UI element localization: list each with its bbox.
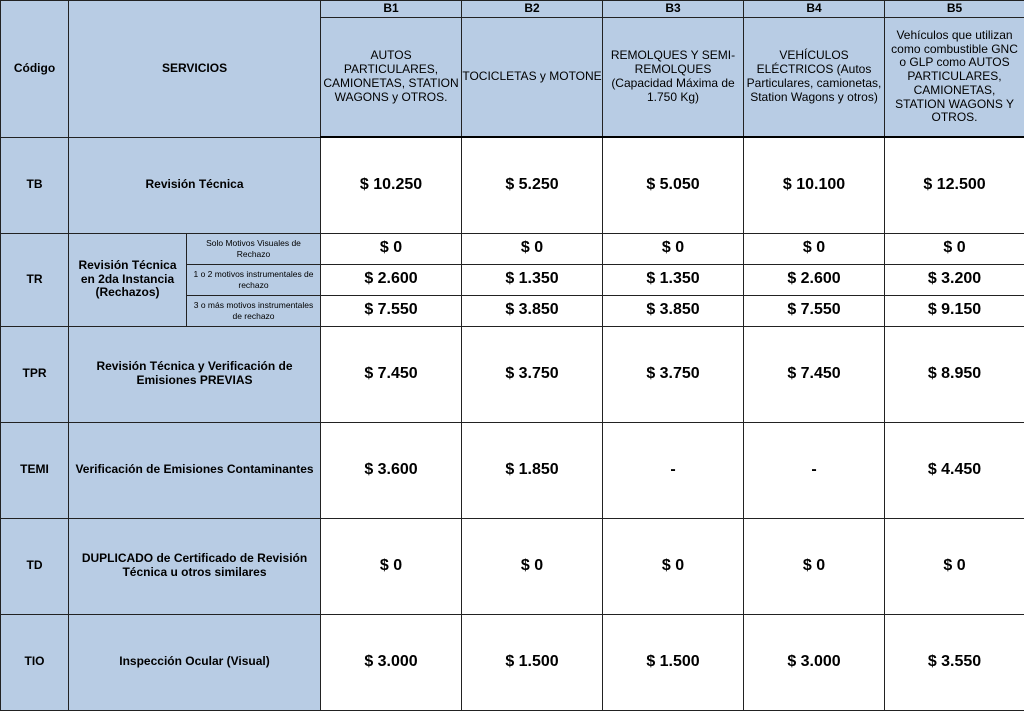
header-desc-b4: VEHÍCULOS ELÉCTRICOS (Autos Particulares, camionetas, Station Wagons y otros) [744,18,885,138]
price-cell: $ 7.550 [321,295,462,326]
sub-service: Solo Motivos Visuales de Rechazo [187,233,321,264]
price-cell: $ 1.850 [462,422,603,518]
price-cell: $ 10.100 [744,137,885,233]
price-cell: $ 3.750 [603,326,744,422]
row-service: DUPLICADO de Certificado de Revisión Técnica u otros similares [69,518,321,614]
price-cell: $ 1.500 [603,614,744,710]
price-cell: $ 0 [603,518,744,614]
price-cell: $ 0 [885,233,1024,264]
header-desc-b3: REMOLQUES Y SEMI-REMOLQUES (Capacidad Máxima de 1.750 Kg) [603,18,744,138]
price-cell: $ 0 [462,518,603,614]
price-cell: $ 0 [744,233,885,264]
row-code: TR [1,233,69,326]
price-cell: $ 9.150 [885,295,1024,326]
header-band-b4: B4 [744,1,885,18]
header-band-b3: B3 [603,1,744,18]
header-desc-b1: AUTOS PARTICULARES, CAMIONETAS, STATION WAGONS y OTROS. [321,18,462,138]
price-cell: $ 7.450 [321,326,462,422]
row-code: TD [1,518,69,614]
price-cell: $ 3.000 [744,614,885,710]
price-cell: $ 1.350 [462,264,603,295]
price-cell: $ 0 [321,233,462,264]
price-cell: $ 8.950 [885,326,1024,422]
price-cell: $ 4.450 [885,422,1024,518]
price-cell: - [744,422,885,518]
row-service: Inspección Ocular (Visual) [69,614,321,710]
price-cell: $ 0 [321,518,462,614]
table-row [1,137,1024,233]
sub-service: 3 o más motivos instrumentales de rechazo [187,295,321,326]
header-band-b2: B2 [462,1,603,18]
price-cell: $ 1.350 [603,264,744,295]
header-desc-b5: Vehículos que utilizan como combustible GNC o GLP como AUTOS PARTICULARES, CAMIONETAS, STATION WAGONS Y OTROS. [885,18,1024,138]
price-cell: $ 3.850 [462,295,603,326]
price-cell: $ 5.050 [603,137,744,233]
price-cell: $ 3.000 [321,614,462,710]
header-band-b1: B1 [321,1,462,18]
table-row [1,422,1024,518]
price-cell: $ 3.850 [603,295,744,326]
sub-service: 1 o 2 motivos instrumentales de rechazo [187,264,321,295]
row-code: TEMI [1,422,69,518]
table-row [1,518,1024,614]
row-code: TPR [1,326,69,422]
price-cell: $ 2.600 [321,264,462,295]
header-desc-b2: TOCICLETAS y MOTONE [462,18,603,138]
price-cell: $ 0 [744,518,885,614]
price-cell: $ 10.250 [321,137,462,233]
price-cell: $ 3.200 [885,264,1024,295]
row-service: Revisión Técnica y Verificación de Emisiones PREVIAS [69,326,321,422]
table-row [1,326,1024,422]
row-code: TB [1,137,69,233]
price-cell: $ 0 [462,233,603,264]
table-row [1,614,1024,710]
price-cell: $ 5.250 [462,137,603,233]
table-row [1,233,1024,264]
header-code: Código [1,1,69,138]
header-services: SERVICIOS [69,1,321,138]
price-cell: $ 7.450 [744,326,885,422]
header-band-b5: B5 [885,1,1024,18]
price-cell: $ 12.500 [885,137,1024,233]
row-service: Verificación de Emisiones Contaminantes [69,422,321,518]
price-cell: $ 3.550 [885,614,1024,710]
row-service: Revisión Técnica en 2da Instancia (Rechazos) [69,233,187,326]
row-code: TIO [1,614,69,710]
header-band-row [1,1,1024,18]
price-cell: $ 1.500 [462,614,603,710]
price-cell: - [603,422,744,518]
price-cell: $ 3.750 [462,326,603,422]
row-service: Revisión Técnica [69,137,321,233]
price-cell: $ 0 [603,233,744,264]
price-cell: $ 2.600 [744,264,885,295]
price-cell: $ 7.550 [744,295,885,326]
price-cell: $ 3.600 [321,422,462,518]
price-cell: $ 0 [885,518,1024,614]
